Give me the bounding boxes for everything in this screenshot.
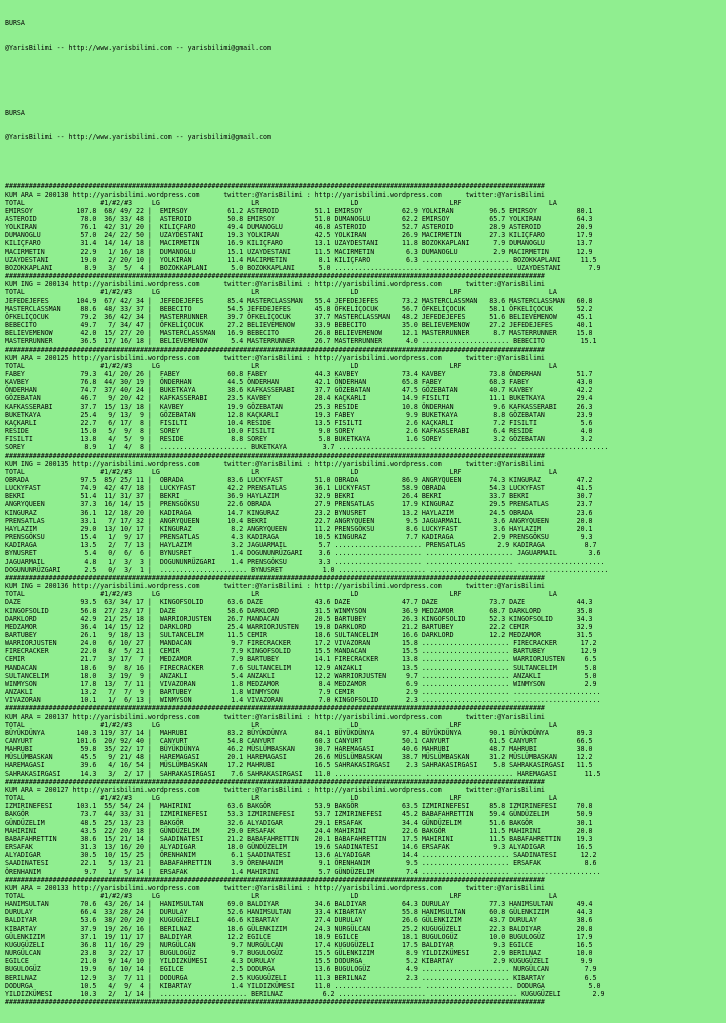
table-row: ERSAFAK 31.3 13/ 16/ 20 | ALYADIGAR 18.0 GÜNDÜZELIM 19.6 SAADINATESI 14.6 ERSAFAK 9.3 ALYADIGAR 16.5 bbox=[5, 843, 593, 852]
table-row: KIBARTAY 37.9 19/ 26/ 16 | BERILNAZ 18.6 GÜLENKIZIM 24.3 NURGÜLCAN 25.2 KUGUGÜZELI 22.3 BALDIYAR 20.8 bbox=[5, 924, 593, 933]
column-header: TOTAL #1/#2/#3 LG LR LD LRF LA bbox=[5, 467, 557, 476]
table-row: MAHRUBI 59.8 35/ 22/ 17 | BÜYÜKDÜNYA 46.2 MÜSLÜMBASKAN 30.7 HAREMAGASI 40.6 MAHRUBI 48.7 MAHRUBI 38.0 bbox=[5, 745, 593, 754]
table-row: BÜYÜKDÜNYA 140.3 119/ 37/ 14 | MAHRUBI 83.2 BÜYÜKDÜNYA 84.1 BÜYÜKDÜNYA 97.4 BÜYÜKDÜNYA 90.1 BÜYÜKDÜNYA 89.3 bbox=[5, 728, 593, 737]
table-row: KAVBEY 76.8 44/ 30/ 19 | ÖNDERHAN 44.5 ÖNDERHAN 42.1 ÖNDERHAN 65.8 FABEY 68.3 FABEY 43.0 bbox=[5, 378, 593, 387]
table-row: MAHIRINI 43.5 22/ 20/ 18 | GÜNDÜZELIM 29.0 ERSAFAK 24.4 MAHIRINI 22.6 BAKGÖR 11.5 MAHIRINI 20.8 bbox=[5, 826, 593, 835]
table-row: DARKLORD 42.9 21/ 25/ 18 | WARRIORJUSTEN 26.7 MANDACAN 20.5 BARTUBEY 26.3 KINGOFSOLID 52.3 KINGOFSOLID 34.3 bbox=[5, 614, 593, 623]
section-separator: ######################################################################################################################################## bbox=[5, 451, 545, 460]
section-title: KUM ARA = 200125 http://yarisbilimi.wordpress.com twitter:@YarisBilimi : http://yarisbilimi.wordpress.com twitter:@YarisBilimi bbox=[5, 353, 545, 362]
race-section bbox=[5, 182, 726, 272]
table-row: KINGURAZ 36.1 12/ 18/ 20 | KADIRAGA 14.7 KINGURAZ 23.2 BYNUSRET 13.2 HAYLAZIM 24.5 OBRADA 23.6 bbox=[5, 508, 593, 517]
table-row: ALYADIGAR 30.5 10/ 15/ 25 | ÖRENHANIM 6.1 SAADINATESI 13.6 ALYADIGAR 14.4 ...................... SAADINATESI 12.2 bbox=[5, 851, 597, 860]
table-row: OBRADA 97.5 85/ 25/ 11 | OBRADA 83.6 LUCKYFAST 51.0 OBRADA 86.9 ANGRYQUEEN 74.3 KINGURAZ 47.2 bbox=[5, 476, 593, 484]
table-row: BARTUBEY 26.1 9/ 18/ 13 | SULTANCELIM 11.5 CEMIR 18.6 SULTANCELIM 16.6 DARKLORD 12.2 MEDZAMOR 31.5 bbox=[5, 630, 593, 639]
column-header: TOTAL #1/#2/#3 LG LR LD LRF LA bbox=[5, 361, 557, 370]
table-row: SAADINATESI 22.1 5/ 13/ 21 | BABAFAHRETTIN 3.9 ÖRENHANIM 9.1 ÖRENHANIM 9.5 ...................... ERSAFAK 8.6 bbox=[5, 859, 597, 868]
table-row: BERILNAZ 12.9 3/ 7/ 11 | DODURGA 2.5 KUGUGÜZELI 11.3 BERILNAZ 2.3 ...................... KIBARTAY 6.5 bbox=[5, 973, 597, 982]
column-header: TOTAL #1/#2/#3 LG LR LD LRF LA bbox=[5, 720, 557, 729]
table-row: ASTEROID 78.0 36/ 33/ 48 | ASTEROID 50.8 EMIRSOY 51.0 DUMANOGLU 62.2 EMIRSOY 65.7 YOLKIRAN 64.3 bbox=[5, 215, 593, 223]
table-row: GÖZEBATAN 46.7 9/ 20/ 42 | KAFKASSERABI 23.5 KAVBEY 28.4 KAÇKARLI 14.9 FISILTI 11.1 BUKETKAYA 29.4 bbox=[5, 394, 593, 403]
table-row: BYNUSRET 5.4 0/ 6/ 6 | BYNUSRET 1.4 DOGUNUNRÜZGARI 3.6 ...................... ...................... JAGUARMAIL 3.6 bbox=[5, 549, 601, 558]
section-title: KUM ING = 200136 http://yarisbilimi.wordpress.com twitter:@YarisBilimi : http://yarisbilimi.wordpress.com twitter:@YarisBilimi bbox=[5, 582, 545, 591]
section-separator: ######################################################################################################################################## bbox=[5, 573, 545, 582]
table-row: MÜSLÜMBASKAN 45.5 9/ 21/ 48 | HAREMAGASI 20.1 HAREMAGASI 26.6 MÜSLÜMBASKAN 38.7 MÜSLÜMBASKAN 31.2 MÜSLÜMBASKAN 12.2 bbox=[5, 753, 593, 762]
table-row: GÜLENKIZIM 37.1 19/ 11/ 17 | BALDIYAR 12.2 EGILCE 18.9 EGILCE 18.1 BUGULOGÜZ 10.0 BUGULOGÜZ 17.9 bbox=[5, 932, 593, 941]
table-row: BEBECITO 49.7 7/ 34/ 47 | ÖFKELİÇOCUK 27.2 BELIEVEMENOW 33.9 BEBECITO 35.0 BELIEVEMENOW 27.2 JEFEDEJEFES 40.1 bbox=[5, 321, 593, 330]
table-row: DURULAY 66.4 33/ 28/ 24 | DURULAY 52.6 HANIMSULTAN 33.4 KIBARTAY 55.8 HANIMSULTAN 60.8 GÜLENKIZIM 44.3 bbox=[5, 908, 593, 917]
table-row: ÖFKELİÇOCUK 79.2 36/ 42/ 34 | MASTERRUNNER 39.7 ÖFKELİÇOCUK 37.7 MASTERCLASSMAN 48.2 JEFEDEJEFES 51.6 BELIEVEMENOW 45.1 bbox=[5, 312, 593, 321]
column-header: TOTAL #1/#2/#3 LG LR LD LRF LA bbox=[5, 891, 557, 900]
column-header: TOTAL #1/#2/#3 LG LR LD LRF LA bbox=[5, 590, 557, 599]
section-title: KUM ING = 200134 http://yarisbilimi.wordpress.com twitter:@YarisBilimi : http://yarisbilimi.wordpress.com twitter:@YarisBilimi bbox=[5, 280, 545, 289]
table-row: ANZAKLI 13.2 7/ 7/ 9 | BARTUBEY 1.8 WINMYSON 7.9 CEMIR 2.9 ...................... ...................... bbox=[5, 688, 601, 697]
table-row: EGILCE 21.0 9/ 14/ 10 | YILDIZKÜMESI 4.3 DURULAY 15.5 DODURGA 5.2 KIBARTAY 2.9 KUGUGÜZELI 9.9 bbox=[5, 957, 593, 966]
race-section bbox=[5, 876, 726, 998]
table-row: EMIRSOY 107.8 68/ 49/ 22 | EMIRSOY 61.2 ASTEROID 51.1 EMIRSOY 62.9 YOLKIRAN 96.5 EMIRSOY 80.1 bbox=[5, 206, 593, 215]
header-city-1: BURSA bbox=[5, 19, 25, 28]
table-row: IZMIRINEFESI 103.1 55/ 54/ 24 | MAHIRINI 63.6 BAKGÖR 53.9 BAKGÖR 63.5 IZMIRINEFESI 85.8 IZMIRINEFESI 70.8 bbox=[5, 802, 593, 811]
table-row: SULTANCELIM 18.0 3/ 19/ 9 | ANZAKLI 5.4 ANZAKLI 12.2 WARRIORJUSTEN 9.7 ...................... ANZAKLI 5.0 bbox=[5, 671, 597, 680]
section-separator: ######################################################################################################################################## bbox=[5, 875, 545, 884]
table-row: JAGUARMAIL 4.8 1/ 3/ 3 | DOGUNUNRÜZGARI 1.4 PRENSGÖKSU 3.3 ...................... ...................... ...................... bbox=[5, 557, 605, 566]
table-row: KUGUGÜZELI 36.8 11/ 16/ 29 | NURGÜLCAN 9.7 NURGÜLCAN 17.4 KUGUGÜZELI 17.5 BALDIYAR 9.3 EGILCE 16.5 bbox=[5, 940, 593, 949]
table-row: SAHRAKASIRGASI 14.3 3/ 2/ 17 | SAHRAKASIRGASI 7.6 SAHRAKASIRGASI 11.0 ...................... ...................... HAREMAGASI 11.5 bbox=[5, 769, 601, 778]
table-row: DOGUNUNRÜZGARI 2.5 0/ 3/ 1 | ...................... BYNUSRET 1.0 ...................... ...................... ...................... bbox=[5, 565, 609, 574]
table-row: WINMYSON 17.8 13/ 7/ 11 | VIVAZORAN 1.8 MEDZAMOR 8.4 MEDZAMOR 6.9 ...................... WINMYSON 2.9 bbox=[5, 679, 597, 688]
section-separator: ######################################################################################################################################## bbox=[5, 272, 545, 281]
table-row: GÜNDÜZELIM 48.5 25/ 13/ 23 | BAKGÖR 32.6 ALYADIGAR 29.1 ERSAFAK 34.4 GÜNDÜZELIM 51.6 BAKGÖR 30.1 bbox=[5, 818, 593, 827]
table-row: FABEY 79.3 41/ 20/ 26 | FABEY 60.8 FABEY 44.3 KAVBEY 73.4 KAVBEY 73.8 ÖNDERHAN 51.7 bbox=[5, 369, 593, 378]
race-section bbox=[5, 452, 726, 574]
table-row: ÖNDERHAN 74.7 37/ 40/ 24 | BUKETKAYA 38.6 KAFKASSERABI 37.7 GÖZEBATAN 47.5 GÖZEBATAN 40.7 KAVBEY 42.2 bbox=[5, 386, 593, 395]
race-section bbox=[5, 574, 726, 705]
table-row: DAZE 93.5 63/ 34/ 17 | KINGOFSOLID 63.6 DAZE 43.6 DAZE 47.7 DAZE 73.7 DAZE 44.3 bbox=[5, 598, 593, 607]
table-row: PRENSGÖKSU 15.4 1/ 9/ 17 | PRENSATLAS 4.3 KADIRAGA 10.5 KINGURAZ 7.7 KADIRAGA 2.9 PRENSGÖKSU 9.3 bbox=[5, 533, 593, 542]
table-row: WARRIORJUSTEN 24.0 6/ 10/ 27 | MANDACAN 9.7 FIRECRACKER 17.2 VIVAZORAN 15.8 ...................... FIRECRACKER 17.2 bbox=[5, 639, 597, 648]
header-city-2: BURSA bbox=[5, 108, 25, 117]
table-row: FIRECRACKER 22.0 8/ 5/ 21 | CEMIR 7.9 KINGOFSOLID 15.5 MANDACAN 15.5 ...................... BARTUBEY 12.9 bbox=[5, 647, 597, 656]
table-row: BUGULOGÜZ 19.9 6/ 10/ 14 | EGILCE 2.5 DODURGA 13.6 BUGULOGÜZ 4.9 ...................... NURGÜLCAN 7.9 bbox=[5, 965, 597, 974]
column-header: TOTAL #1/#2/#3 LG LR LD LRF LA bbox=[5, 198, 557, 207]
column-header: TOTAL #1/#2/#3 LG LR LD LRF LA bbox=[5, 288, 557, 297]
table-row: MASTERRUNNER 36.5 17/ 16/ 18 | BELIEVEMENOW 5.4 MASTERRUNNER 26.7 MASTERRUNNER 4.0 ...................... BEBECITO 15.1 bbox=[5, 337, 597, 346]
table-row: ÖRENHANIM 9.7 1/ 5/ 14 | ERSAFAK 1.4 MAHIRINI 5.7 GÜNDÜZELIM 7.4 ...................... ...................... bbox=[5, 867, 601, 876]
table-row: BOZOKKAPLANI 8.9 3/ 5/ 4 | BOZOKKAPLANI 5.0 BOZOKKAPLANI 5.0 ...................... ...................... UZAYDESTANI 7.9 bbox=[5, 263, 601, 272]
table-row: UZAYDESTANI 19.0 2/ 20/ 10 | YOLKIRAN 11.4 MACIRMETIN 8.1 KILIÇFARO 6.3 ...................... BOZOKKAPLANI 11.5 bbox=[5, 255, 597, 264]
table-row: ANGRYQUEEN 37.3 16/ 14/ 15 | PRENSGÖKSU 22.6 OBRADA 27.9 PRENSATLAS 17.9 KINGURAZ 29.5 PRENSATLAS 23.7 bbox=[5, 500, 593, 509]
table-row: KAFKASSERABI 37.7 15/ 13/ 18 | KAVBEY 19.9 GÖZEBATAN 25.3 RESIDE 10.8 ÖNDERHAN 9.6 KAFKASSERABI 26.3 bbox=[5, 402, 593, 411]
table-row: BALDIYAR 53.6 38/ 20/ 20 | KUGUGÜZELI 46.6 KIBARTAY 27.4 DURULAY 26.6 GÜLENKIZIM 43.7 DURULAY 38.6 bbox=[5, 916, 593, 925]
race-section bbox=[5, 704, 726, 777]
table-row: VIVAZORAN 10.1 1/ 6/ 13 | WINMYSON 1.4 VIVAZORAN 7.0 KINGOFSOLID 2.3 ...................... ...................... bbox=[5, 696, 601, 705]
table-row: SOREY 8.9 1/ 4/ 8 | ...................... BUKETKAYA 3.7 ...................... ...................... ...................... bbox=[5, 443, 609, 452]
table-row: JEFEDEJEFES 104.9 67/ 42/ 34 | JEFEDEJEFES 85.4 MASTERCLASSMAN 55.4 JEFEDEJEFES 73.2 MASTERCLASSMAN 83.6 MASTERCLASSMAN 60.8 bbox=[5, 296, 593, 305]
column-header: TOTAL #1/#2/#3 LG LR LD LRF LA bbox=[5, 794, 557, 803]
race-section bbox=[5, 778, 726, 876]
table-row: FISILTI 13.8 4/ 5/ 9 | RESIDE 8.8 SOREY 5.8 BUKETKAYA 1.6 SOREY 3.2 GÖZEBATAN 3.2 bbox=[5, 435, 593, 444]
table-row: DUMANOGLU 57.0 24/ 22/ 50 | UZAYDESTANI 19.3 YOLKIRAN 42.5 YOLKIRAN 26.9 MACIRMETIN 27.3 KILIÇFARO 17.9 bbox=[5, 231, 593, 240]
race-sections bbox=[0, 182, 726, 1006]
section-separator: ######################################################################################################################################## bbox=[5, 704, 545, 713]
table-row: RESIDE 15.0 5/ 9/ 8 | SOREY 10.0 FISILTI 9.0 SOREY 2.6 KAFKASSERABI 6.4 RESIDE 4.0 bbox=[5, 427, 593, 436]
table-row: LUCKYFAST 74.9 42/ 47/ 18 | LUCKYFAST 42.2 PRENSATLAS 36.1 LUCKYFAST 58.9 OBRADA 54.3 LUCKYFAST 41.5 bbox=[5, 484, 593, 493]
table-row: HANIMSULTAN 70.6 43/ 26/ 14 | HANIMSULTAN 69.0 BALDIYAR 34.6 BALDIYAR 64.3 DURULAY 77.3 HANIMSULTAN 49.4 bbox=[5, 900, 593, 909]
table-row: KADIRAGA 13.5 2/ 7/ 13 | HAYLAZIM 3.2 JAGUARMAIL 5.7 ...................... PRENSATLAS 2.9 KADIRAGA 8.7 bbox=[5, 541, 597, 550]
section-title: KUM ING = 200135 http://yarisbilimi.wordpress.com twitter:@YarisBilimi : http://yarisbilimi.wordpress.com twitter:@YarisBilimi bbox=[5, 459, 545, 468]
race-section bbox=[5, 272, 726, 345]
table-row: BAKGÖR 73.7 44/ 33/ 31 | IZMIRINEFESI 53.3 IZMIRINEFESI 53.7 IZMIRINEFESI 45.2 BABAFAHRETTIN 59.4 GÜNDÜZELIM 50.9 bbox=[5, 810, 593, 819]
section-separator: ######################################################################################################################################## bbox=[5, 998, 545, 1006]
race-section bbox=[5, 346, 726, 452]
table-row: KILIÇFARO 31.4 14/ 14/ 18 | MACIRMETIN 16.9 KILIÇFARO 13.1 UZAYDESTANI 11.8 BOZOKKAPLANI 7.9 DUMANOGLU 13.7 bbox=[5, 239, 593, 248]
table-row: HAREMAGASI 39.6 4/ 16/ 54 | MÜSLÜMBASKAN 17.2 MAHRUBI 16.5 SAHRAKASIRGASI 2.3 SAHRAKASIRGASI 5.8 SAHRAKASIRGASI 11.5 bbox=[5, 761, 593, 770]
table-row: YOLKIRAN 76.1 42/ 31/ 20 | KILIÇFARO 49.4 DUMANOGLU 46.8 ASTEROID 52.7 ASTEROID 28.9 ASTEROID 20.9 bbox=[5, 223, 593, 232]
table-row: CEMIR 21.7 3/ 17/ 7 | MEDZAMOR 7.9 BARTUBEY 14.1 FIRECRACKER 13.8 ...................... WARRIORJUSTEN 6.5 bbox=[5, 655, 597, 664]
table-row: BABAFAHRETTIN 38.6 15/ 21/ 14 | SAADINATESI 21.2 BABAFAHRETTIN 20.1 BABAFAHRETTIN 17.5 MAHIRINI 11.5 BABAFAHRETTIN 19.3 bbox=[5, 834, 593, 843]
table-row: NURGÜLCAN 23.8 3/ 22/ 17 | BUGULOGÜZ 9.7 BUGULOGÜZ 15.5 GÜLENKIZIM 8.9 YILDIZKÜMESI 2.9 BERILNAZ 10.0 bbox=[5, 949, 593, 958]
table-row: BEKRI 51.4 11/ 31/ 37 | BEKRI 36.9 HAYLAZIM 32.9 BEKRI 26.4 BEKRI 33.7 BEKRI 30.7 bbox=[5, 492, 593, 501]
header-contact-1: @YarisBilimi -- http://www.yarisbilimi.com -- yarisbilimi@gmail.com bbox=[5, 43, 271, 52]
table-row: MASTERCLASSMAN 88.6 48/ 33/ 37 | BEBECITO 54.5 JEFEDEJEFES 45.8 ÖFKELİÇOCUK 56.7 ÖFKELİÇOCUK 58.1 ÖFKELİÇOCUK 52.2 bbox=[5, 304, 593, 313]
table-row: YILDIZKÜMESI 10.3 2/ 1/ 14 | ...................... BERILNAZ 6.2 ...................... ...................... KUGUGÜZELI 2.9 bbox=[5, 989, 605, 998]
section-title: KUM ARA = 200127 http://yarisbilimi.wordpress.com twitter:@YarisBilimi : http://yarisbilimi.wordpress.com twitter:@YarisBilimi bbox=[5, 785, 545, 794]
table-row: CANYURT 101.6 20/ 92/ 40 | CANYURT 54.8 CANYURT 60.3 CANYURT 50.1 CANYURT 61.5 CANYURT 66.5 bbox=[5, 737, 593, 745]
header-contact-2: @YarisBilimi -- http://www.yarisbilimi.com -- yarisbilimi@gmail.com bbox=[5, 133, 271, 142]
table-row: PRENSATLAS 33.1 7/ 17/ 32 | ANGRYQUEEN 10.4 BEKRI 22.7 ANGRYQUEEN 9.5 JAGUARMAIL 3.6 ANGRYQUEEN 20.8 bbox=[5, 516, 593, 525]
section-title: KUM ARA = 200138 http://yarisbilimi.wordpress.com twitter:@YarisBilimi : http://yarisbilimi.wordpress.com twitter:@YarisBilimi bbox=[5, 190, 545, 199]
table-row: BELIEVEMENOW 42.0 15/ 27/ 20 | MASTERCLASSMAN 16.9 BEBECITO 26.8 BELIEVEMENOW 12.1 MASTERRUNNER 8.7 MASTERRUNNER 15.8 bbox=[5, 329, 593, 338]
table-row: MEDZAMOR 36.4 14/ 15/ 12 | DARKLORD 25.4 WARRIORJUSTEN 19.8 DARKLORD 21.2 BARTUBEY 22.2 CEMIR 32.9 bbox=[5, 622, 593, 631]
section-separator: ######################################################################################################################################## bbox=[5, 345, 545, 354]
table-row: KAÇKARLI 22.7 6/ 17/ 8 | FISILTI 10.4 RESIDE 13.5 FISILTI 2.6 KAÇKARLI 7.2 FISILTI 5.6 bbox=[5, 418, 593, 427]
section-title: KUM ARA = 200133 http://yarisbilimi.wordpress.com twitter:@YarisBilimi : http://yarisbilimi.wordpress.com twitter:@YarisBilimi bbox=[5, 883, 545, 892]
header-block bbox=[0, 0, 726, 182]
table-row: DODURGA 10.5 4/ 9/ 4 | KIBARTAY 1.4 YILDIZKÜMESI 11.0 ...................... ...................... DODURGA 5.0 bbox=[5, 981, 601, 990]
table-row: MANDACAN 18.6 9/ 8/ 16 | FIRECRACKER 7.6 SULTANCELIM 12.9 ANZAKLI 13.5 ...................... SULTANCELIM 5.8 bbox=[5, 663, 597, 672]
table-row: BUKETKAYA 25.4 9/ 13/ 9 | GÖZEBATAN 12.8 KAÇKARLI 19.3 FABEY 9.9 BUKETKAYA 8.8 GÖZEBATAN 23.9 bbox=[5, 410, 593, 419]
table-row: MACIRMETIN 22.9 1/ 16/ 18 | DUMANOGLU 15.1 UZAYDESTANI 11.5 MACIRMETIN 6.3 DUMANOGLU 2.9 MACIRMETIN 12.9 bbox=[5, 247, 593, 256]
section-separator: ######################################################################################################################################## bbox=[5, 182, 545, 191]
section-title: KUM ARA = 200137 http://yarisbilimi.wordpress.com twitter:@YarisBilimi : http://yarisbilimi.wordpress.com twitter:@YarisBilimi bbox=[5, 712, 545, 721]
table-row: HAYLAZIM 29.0 13/ 10/ 17 | KINGURAZ 8.2 ANGRYQUEEN 11.2 PRENSGÖKSU 8.6 LUCKYFAST 3.6 HAYLAZIM 20.1 bbox=[5, 524, 593, 533]
section-separator: ######################################################################################################################################## bbox=[5, 777, 545, 786]
table-row: KINGOFSOLID 56.8 27/ 23/ 17 | DAZE 58.6 DARKLORD 31.5 WINMYSON 36.9 MEDZAMOR 68.7 DARKLORD 35.8 bbox=[5, 606, 593, 615]
